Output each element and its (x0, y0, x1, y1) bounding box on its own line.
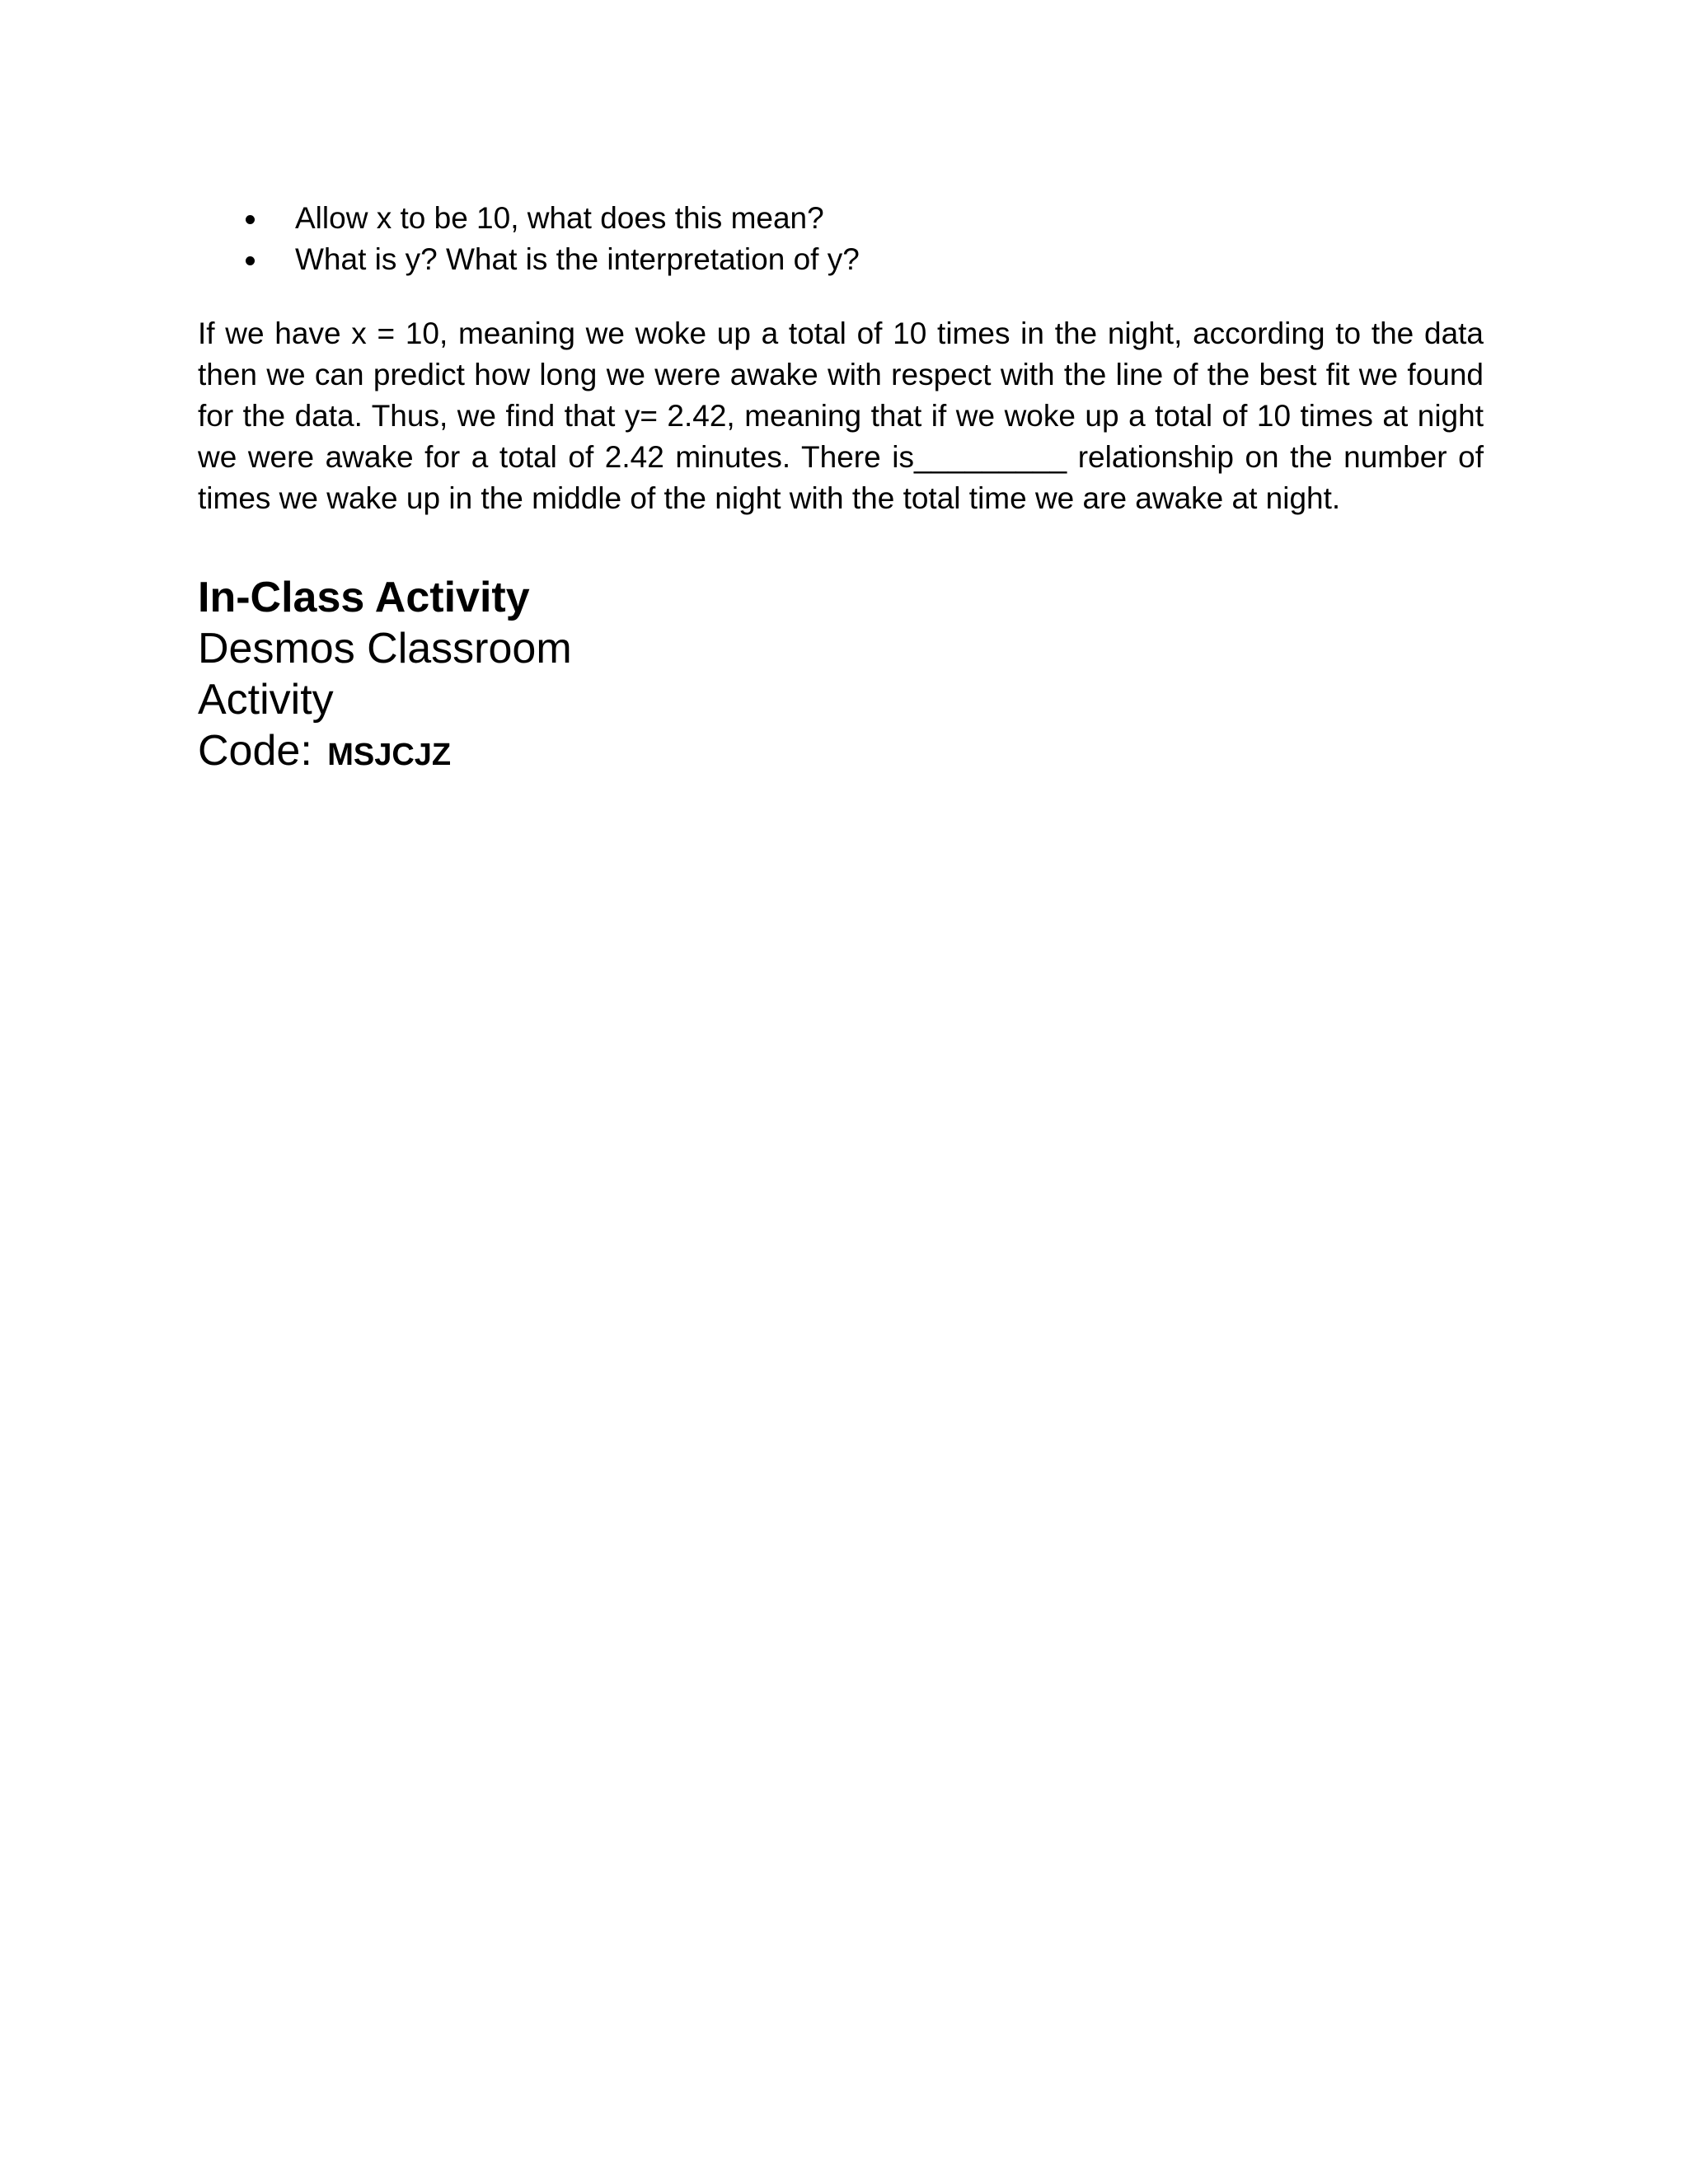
bullet-text: What is y? What is the interpretation of y? (295, 242, 860, 276)
bullet-icon (246, 215, 255, 224)
bullet-text: Allow x to be 10, what does this mean? (295, 201, 824, 235)
activity-code-line (198, 725, 1484, 776)
question-list (198, 198, 1484, 280)
code-label: Code: (198, 727, 312, 775)
bullet-icon (246, 256, 255, 265)
answer-paragraph: If we have x = 10, meaning we woke up a total of 10 times in the night, according to the data then we can predict how long we were awake with respect with the line of the best fit we found for the data. Thus, we find that y= 2.42, meaning that if we woke up a total of 10 times at night we were awake for a total of 2.42 minutes. There is_________ relationship on the number of times we wake up in the middle of the night with the total time we are awake at night. (198, 316, 1484, 515)
list-item (198, 198, 1484, 239)
section-heading: In-Class Activity (198, 574, 530, 621)
code-value: MSJCJZ (327, 738, 452, 772)
activity-platform: Desmos Classroom (198, 625, 572, 673)
document-page (198, 198, 1484, 776)
in-class-activity-section (198, 572, 1484, 776)
list-item (198, 239, 1484, 280)
activity-label: Activity (198, 676, 334, 724)
